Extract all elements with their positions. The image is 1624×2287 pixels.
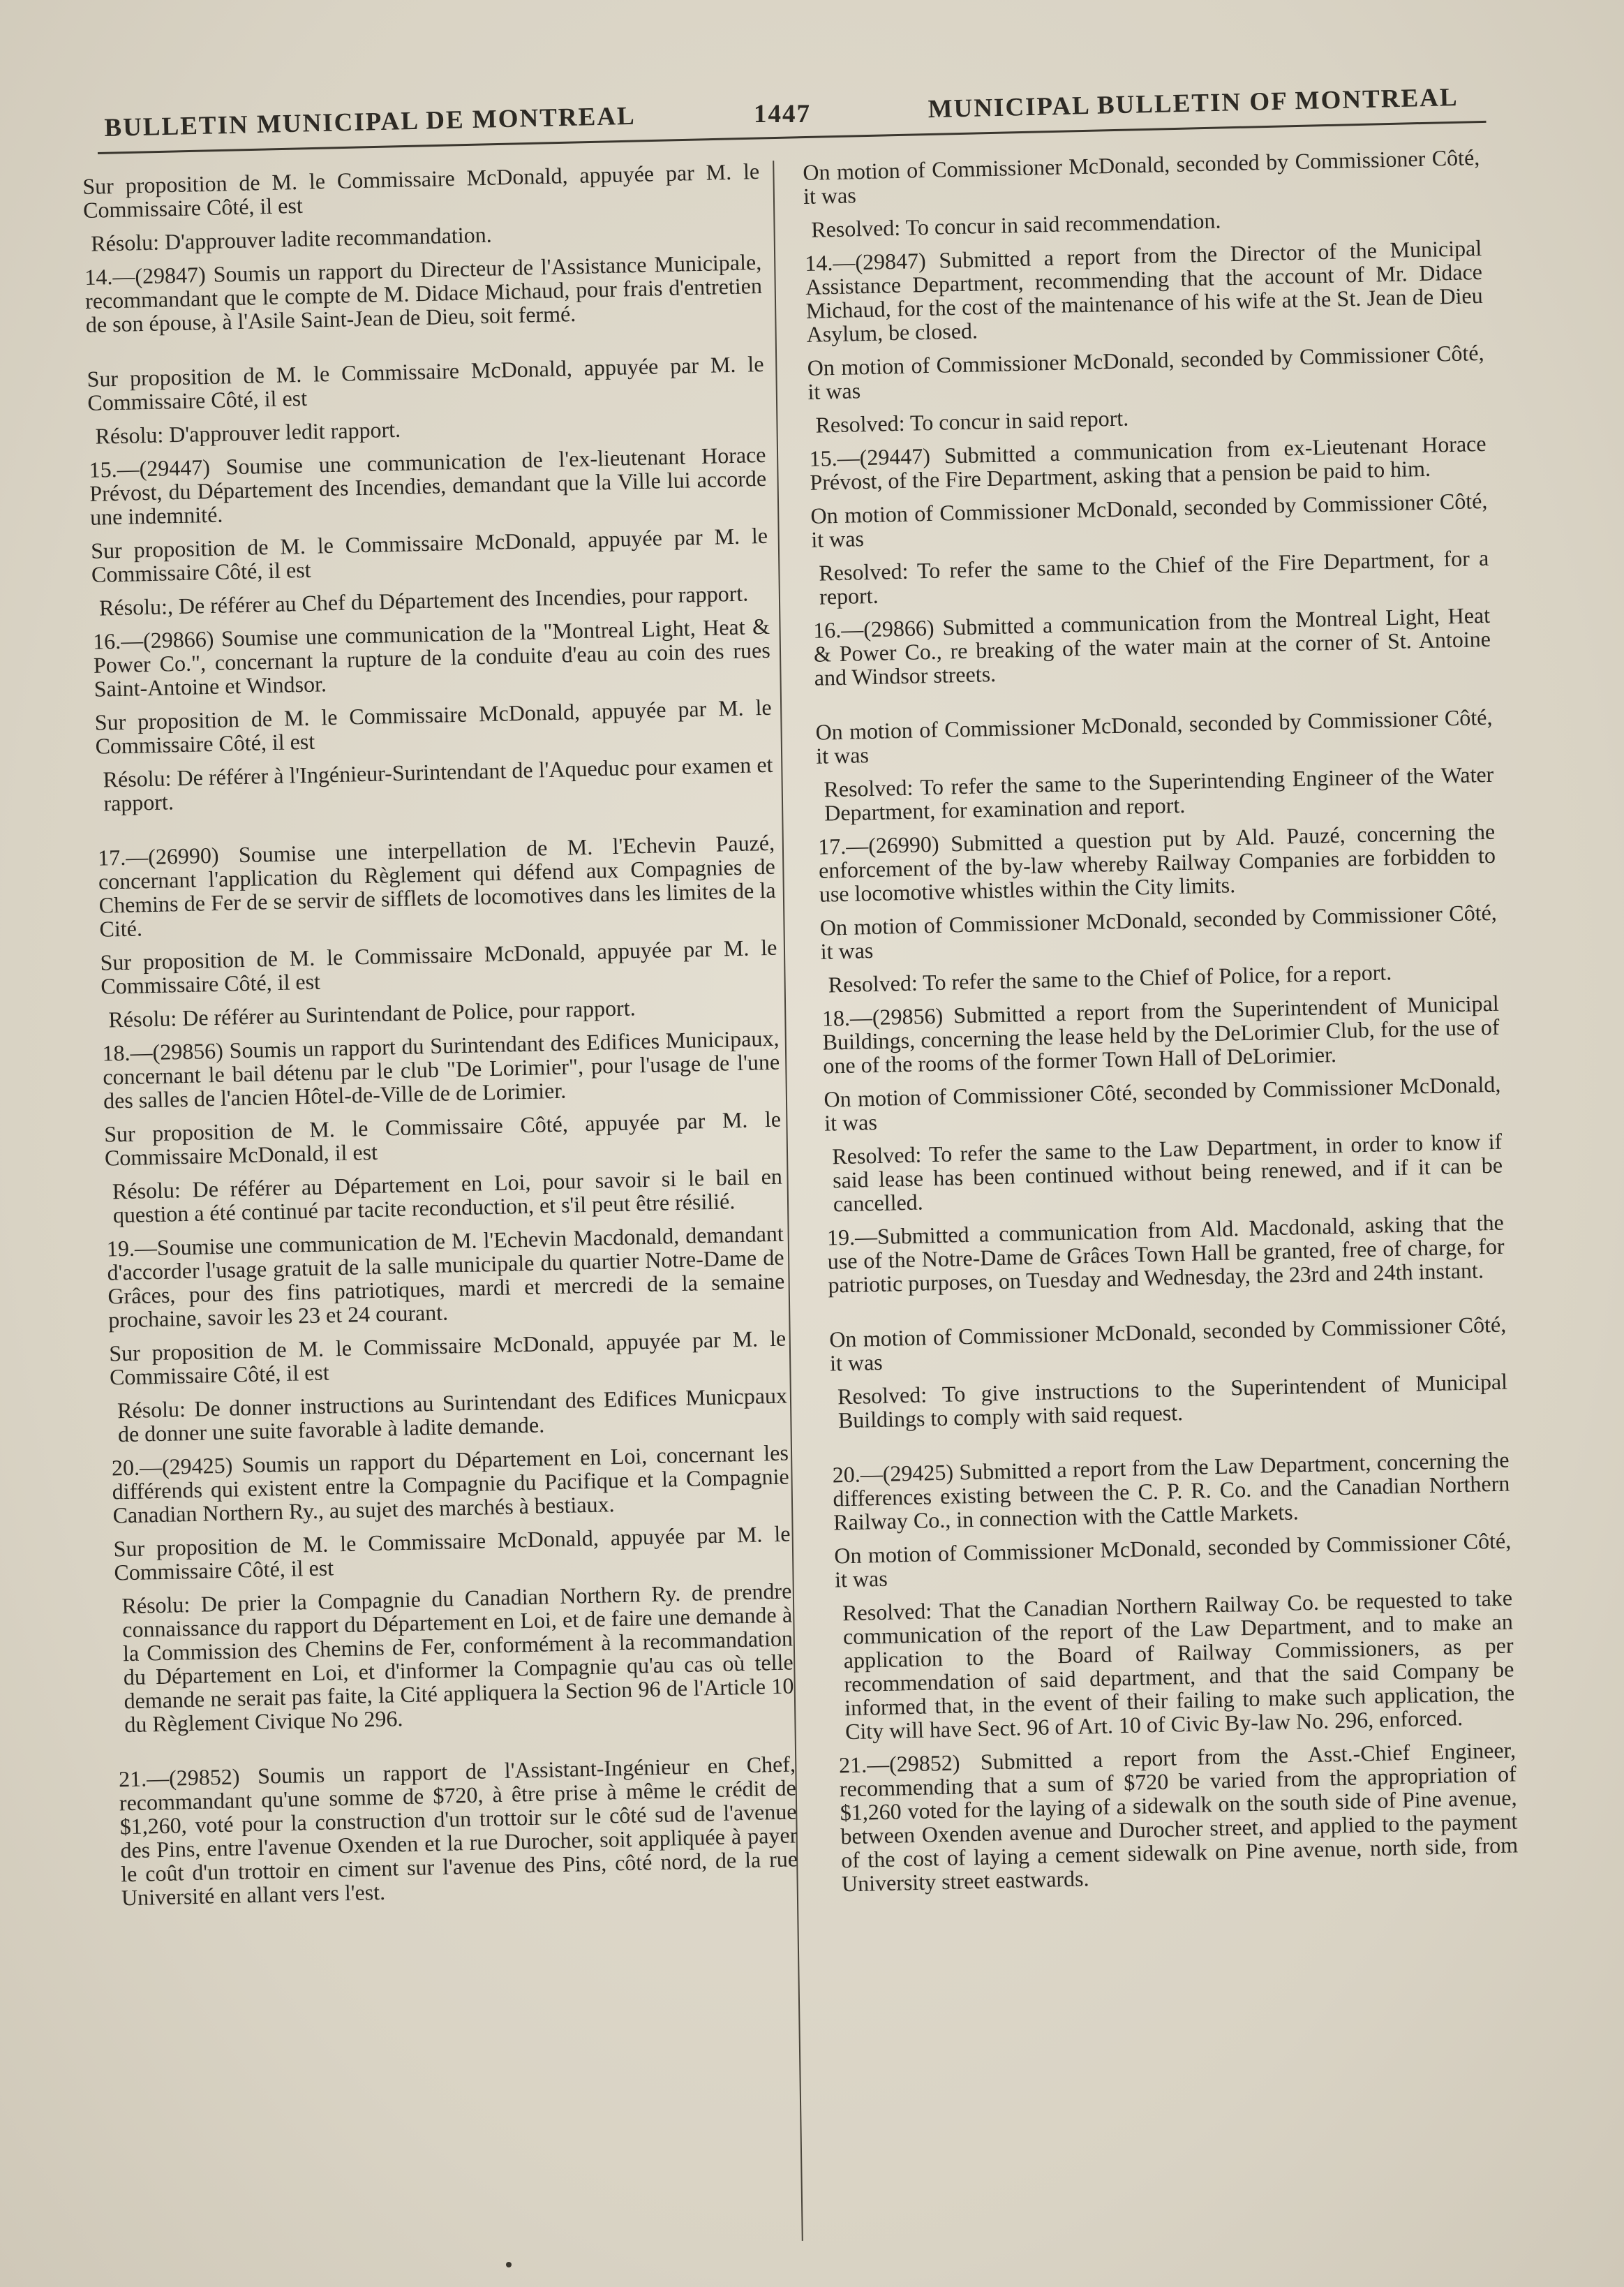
paragraph: 17.—(26990) Submitted a question put by Ald. Pauzé, concerning the enforcement of the by-law whereby Railway Companies are forbidden to use locomotive whistles within the City limits. — [817, 818, 1496, 907]
paragraph: 17.—(26990) Soumise une interpellation de M. l'Echevin Pauzé, concernant l'application du Règlement qui défend aux Compagnies de Chemins de Fer de se servir de sifflets de locomotives dans les limites de la Cité. — [97, 829, 776, 942]
page-mark — [506, 2262, 512, 2267]
paragraph: Sur proposition de M. le Commissaire McDonald, appuyée par M. le Commissaire Côté, il est — [87, 350, 764, 415]
paragraph: On motion of Commissioner McDonald, seconded by Commissioner Côté, it was — [802, 144, 1480, 209]
paragraph: On motion of Commissioner McDonald, seconded by Commissioner Côté, it was — [833, 1527, 1512, 1592]
paragraph: Sur proposition de M. le Commissaire McDonald, appuyée par M. le Commissaire Côté, il est — [108, 1325, 787, 1390]
paragraph: Sur proposition de M. le Commissaire McDonald, appuyée par M. le Commissaire Côté, il est — [94, 694, 772, 759]
paragraph: 16.—(29866) Soumise une communication de la "Montreal Light, Heat & Power Co.", concernant la rupture de la conduite d'eau au coin des rues Saint-Antoine et Windsor. — [92, 613, 771, 702]
paragraph: 14.—(29847) Submitted a report from the Director of the Municipal Assistance Department, recommending that the account of Mr. Didace Michaud, for the cost of the maintenance of his wife at the St. Jean de Dieu Asylum, be closed. — [804, 235, 1484, 347]
paragraph: 21.—(29852) Submitted a report from the Asst.-Chief Engineer, recommending that a sum of $720 be varied from the appropriation of $1,260 voted for the laying of a sidewalk on the south side of Pine avenue, between Oxenden avenue and Durocher street, and applied to the payment of the cost of laying a cement sidewalk on Pine avenue, north side, from University street eastwards. — [838, 1737, 1519, 1897]
french-column — [82, 159, 798, 1919]
paragraph: Resolved: To concur in said report. — [815, 405, 1129, 438]
english-column — [803, 145, 1519, 1905]
paragraph: On motion of Commissioner McDonald, seconded by Commissioner Côté, it was — [828, 1311, 1507, 1376]
paragraph: Resolved: To refer the same to the Law Department, in order to know if said lease has been continued without being renewed, and if it can be cancelled. — [831, 1128, 1503, 1217]
paragraph: 15.—(29447) Soumise une communication de l'ex-lieutenant Horace Prévost, du Département des Incendies, demandant que la Ville lui accorde une indemnité. — [89, 441, 767, 530]
paragraph: 21.—(29852) Soumis un rapport de l'Assistant-Ingénieur en Chef, recommandant qu'une somme de $720, à être prise à même le crédit de $1,260, voté pour la construction d'un trottoir sur le côté sud de l'avenue des Pins, entre l'avenue Oxenden et la rue Durocher, soit appliquée à payer le coût d'un trottoir en ciment sur l'avenue des Pins, côté nord, de la rue Université en allant vers l'est. — [118, 1751, 798, 1911]
header-right-title: MUNICIPAL BULLETIN OF MONTREAL — [928, 83, 1459, 124]
paragraph: 19.—Submitted a communication from Ald. Macdonald, asking that the use of the Notre-Dame de Grâces Town Hall be granted, free of charge, for patriotic purposes, on Tuesday and Wednesday, the 23rd and 24th instant. — [826, 1209, 1505, 1298]
paragraph: 20.—(29425) Soumis un rapport du Département en Loi, concernant les différends qui existent entre la Compagnie du Pacifique et la Compagnie Canadian Northern Ry., au sujet des marchés à bestiaux. — [111, 1439, 789, 1528]
paragraph: 19.—Soumise une communication de M. l'Echevin Macdonald, demandant d'accorder l'usage gratuit de la salle municipale du quartier Notre-Dame de Grâces, pour des fins patriotiques, mardi et mercredi de la semaine prochaine, savoir les 23 et 24 courant. — [106, 1220, 785, 1333]
paragraph: Résolu: D'approuver ladite recommandation. — [90, 221, 492, 256]
paragraph: Sur proposition de M. le Commissaire McDonald, appuyée par M. le Commissaire Côté, il est — [100, 934, 777, 999]
paragraph: On motion of Commissioner McDonald, seconded by Commissioner Côté, it was — [807, 339, 1484, 404]
paragraph: Résolu: De prier la Compagnie du Canadian Northern Ry. de prendre connaissance du rapport du Département en Loi, et de faire une demande à la Commission des Chemins de Fer, conformément à la recommandation du Département en Loi, et d'informer la Compagnie qu'au cas où telle demande ne serait pas faite, la Cité appliquera la Section 96 de l'Article 10 du Règlement Civique No 296. — [121, 1578, 794, 1738]
paragraph: Resolved: To give instructions to the Superintendent of Municipal Buildings to comply with said request. — [837, 1368, 1508, 1433]
paragraph: Resolved: That the Canadian Northern Railway Co. be requested to take communication of the report of the Law Department, and to make an application to the Board of Railway Commissioners, as per recommendation of said department, and that the said Company be informed that, in the event of their failing to make such application, the City will have Sect. 96 of Art. 10 of Civic By-law No. 296, enforced. — [842, 1585, 1515, 1745]
page-header — [104, 75, 1459, 143]
paragraph: Resolved: To refer the same to the Chief of Police, for a report. — [828, 959, 1392, 998]
paragraph: Sur proposition de M. le Commissaire McDonald, appuyée par M. le Commissaire Côté, il est — [82, 158, 760, 223]
paragraph: 18.—(29856) Soumis un rapport du Surintendant des Edifices Municipaux, concernant le bail détenu par le club "De Lorimier", pour l'usage de l'une des salles de l'ancien Hôtel-de-Ville de de Lorimier. — [102, 1025, 780, 1113]
paragraph: On motion of Commissioner McDonald, seconded by Commissioner Côté, it was — [810, 487, 1488, 552]
paragraph: On motion of Commissioner McDonald, seconded by Commissioner Côté, it was — [815, 704, 1493, 769]
paragraph: Résolu: De référer à l'Ingénieur-Surintendant de l'Aqueduc pour examen et rapport. — [103, 751, 773, 816]
paragraph: Sur proposition de M. le Commissaire McDonald, appuyée par M. le Commissaire Côté, il est — [90, 522, 768, 587]
paragraph: Resolved: To refer the same to the Chief of the Fire Department, for a report. — [818, 545, 1489, 609]
paragraph: 14.—(29847) Soumis un rapport du Directeur de l'Assistance Municipale, recommandant que le compte de M. Didace Michaud, pour frais d'entretien de son épouse, à l'Asile Saint-Jean de Dieu, soit fermé. — [84, 249, 763, 337]
paragraph: 16.—(29866) Submitted a communication from the Montreal Light, Heat & Power Co., re breaking of the water main at the corner of St. Antoine and Windsor streets. — [812, 602, 1491, 690]
paragraph: On motion of Commissioner Côté, seconded by Commissioner McDonald, it was — [824, 1071, 1501, 1136]
paragraph: Sur proposition de M. le Commissaire McDonald, appuyée par M. le Commissaire Côté, il est — [113, 1520, 791, 1585]
paragraph: 20.—(29425) Submitted a report from the Law Department, concerning the differences existing between the C. P. R. Co. and the Canadian Northern Railway Co., in connection with the Cattle Markets. — [832, 1446, 1510, 1535]
paragraph: Résolu: De donner instructions au Surintendant des Edifices Municpaux de donner une suite favorable à ladite demande. — [117, 1382, 788, 1447]
paragraph: Resolved: To refer the same to the Superintending Engineer of the Water Department, for examination and report. — [824, 761, 1494, 826]
header-left-title: BULLETIN MUNICIPAL DE MONTREAL — [104, 101, 636, 143]
paragraph: Résolu: De référer au Surintendant de Police, pour rapport. — [108, 995, 636, 1033]
paragraph: 18.—(29856) Submitted a report from the Superintendent of Municipal Buildings, concerning the lease held by the DeLorimier Club, for the use of one of the rooms of the former Town Hall of DeLorimier. — [821, 990, 1500, 1079]
page-number: 1447 — [754, 100, 811, 128]
paragraph: Résolu:, De référer au Chef du Département des Incendies, pour rapport. — [98, 580, 749, 621]
paragraph: Résolu: De référer au Département en Loi, pour savoir si le bail en question a été continué par tacite reconduction, et s'il peut être résilié. — [112, 1163, 783, 1228]
paragraph: 15.—(29447) Submitted a communication from ex-Lieutenant Horace Prévost, of the Fire Department, asking that a pension be paid to him. — [809, 430, 1487, 495]
paragraph: Sur proposition de M. le Commissaire Côté, appuyée par M. le Commissaire McDonald, il est — [103, 1106, 782, 1171]
paragraph: Resolved: To concur in said recommendation. — [810, 207, 1221, 242]
paragraph: Résolu: D'approuver ledit rapport. — [95, 416, 401, 449]
paragraph: On motion of Commissioner McDonald, seconded by Commissioner Côté, it was — [819, 899, 1498, 964]
